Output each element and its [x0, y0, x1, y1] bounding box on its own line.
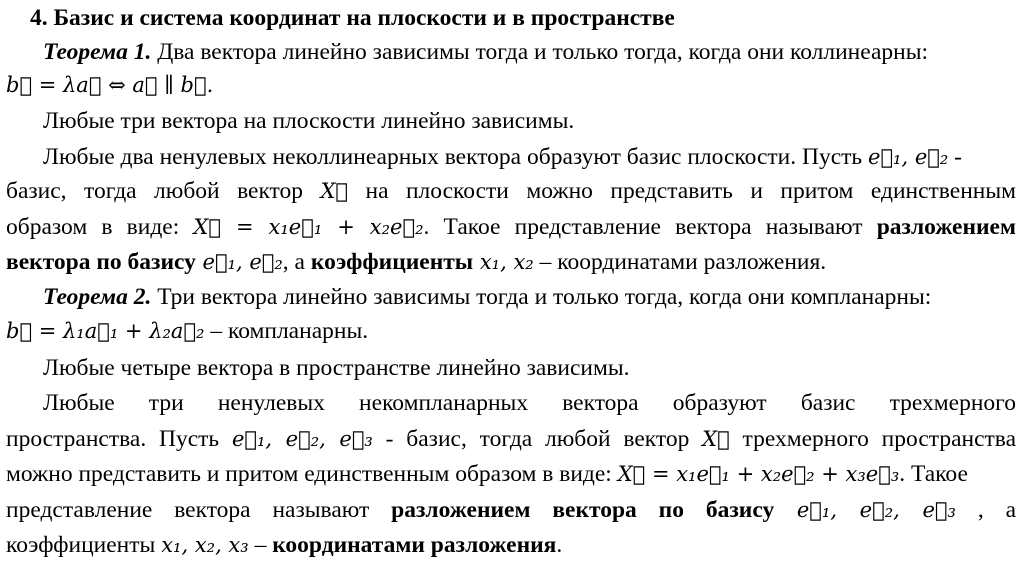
plane-basis-bold-4a: вектора по базису: [6, 249, 196, 275]
theorem-1-label: Теорема 1.: [43, 39, 152, 65]
plane-coefficients: x₁, x₂: [473, 250, 534, 274]
plane-basis-bold-4b: коэффициенты: [310, 249, 474, 275]
plane-decomposition-formula: X⃗ = x₁e⃗₁ + x₂e⃗₂: [193, 215, 424, 239]
plane-basis-text-4a: , а: [282, 249, 311, 275]
theorem-2-line: [0, 281, 1024, 313]
space-basis-line-2: [0, 423, 1024, 455]
space-basis-line-1: Любые три ненулевых некомпланарных вектора образуют базис трехмерного: [43, 390, 1016, 416]
plane-basis-vectors: e⃗₁, e⃗₂: [868, 145, 949, 169]
plane-basis-text-4b: – координатами разложения.: [533, 249, 827, 275]
space-basis-line-4: [0, 494, 1024, 526]
plane-basis-vector-x: X⃗: [320, 179, 349, 203]
theorem-2-formula-math: b⃗ = λ₁a⃗₁ + λ₂a⃗₂: [6, 319, 205, 343]
space-basis-vector-x: X⃗: [702, 427, 730, 451]
space-basis-text-5end: .: [556, 532, 563, 558]
theorem-1-line: [0, 36, 1024, 68]
theorem-1-formula-math: b⃗ = λa⃗ ⇔ a⃗ ∥ b⃗.: [6, 73, 214, 97]
plane-basis-text-2a: базис, тогда любой вектор: [6, 178, 321, 204]
plane-basis-vectors-2: e⃗₁, e⃗₂: [195, 250, 283, 274]
space-basis-text-3a: можно представить и притом единственным образом в виде:: [6, 461, 618, 487]
plane-basis-line-4: [0, 246, 1024, 278]
section-heading: 4. Базис и система координат на плоскости и в пространстве: [30, 5, 675, 31]
space-basis-vectors-2: e⃗₁, e⃗₂, e⃗₃: [774, 498, 956, 522]
space-basis-bold-4: разложением вектора по базису: [391, 497, 775, 523]
space-decomposition-formula: X⃗ = x₁e⃗₁ + x₂e⃗₂ + x₃e⃗₃: [617, 462, 900, 486]
plane-basis-line-1: [0, 141, 1024, 173]
space-basis-line-3: [0, 458, 1024, 490]
plane-three-vectors-paragraph: Любые три вектора на плоскости линейно зависимы.: [43, 108, 575, 134]
plane-basis-text-2b: на плоскости можно представить и притом единственным: [348, 178, 1017, 204]
space-basis-text-2b: - базис, тогда любой вектор: [372, 426, 703, 452]
theorem-1-text: Два вектора линейно зависимы тогда и только тогда, когда они коллинеарны:: [151, 39, 929, 65]
space-basis-text-2c: трехмерного пространства: [729, 426, 1017, 452]
plane-basis-line-2: [0, 175, 1024, 207]
plane-basis-text-1: Любые два ненулевых неколлинеарных вектора образуют базис плоскости. Пусть: [43, 144, 869, 170]
theorem-2-formula-tail: – компланарны.: [204, 318, 369, 344]
plane-basis-text-3a: образом в виде:: [6, 214, 194, 240]
space-basis-line-5: [0, 529, 1024, 561]
space-basis-text-2a: пространства. Пусть: [6, 426, 232, 452]
plane-basis-line-3: [0, 211, 1024, 243]
theorem-2-text: Три вектора линейно зависимы тогда и только тогда, когда они компланарны:: [151, 284, 932, 310]
theorem-2-formula: [0, 315, 1024, 347]
space-coefficients: x₁, x₂, x₃: [161, 533, 249, 557]
space-basis-text-5a: коэффициенты: [6, 532, 162, 558]
space-basis-vectors: e⃗₁, e⃗₂, e⃗₃: [231, 427, 373, 451]
theorem-2-label: Теорема 2.: [43, 284, 152, 310]
space-basis-text-4a: представление вектора называют: [6, 497, 392, 523]
theorem-1-formula: [0, 69, 1024, 101]
space-basis-text-5b: –: [248, 532, 273, 558]
plane-basis-dash: -: [948, 144, 962, 170]
space-basis-text-4b: , а: [955, 497, 1016, 523]
plane-basis-text-3b: . Такое представление вектора называют: [423, 214, 877, 240]
space-basis-text-3b: . Такое: [899, 461, 968, 487]
space-basis-bold-5: координатами разложения: [272, 532, 557, 558]
space-four-vectors-paragraph: Любые четыре вектора в пространстве линейно зависимы.: [43, 355, 630, 381]
plane-basis-bold-3: разложением: [876, 214, 1016, 240]
